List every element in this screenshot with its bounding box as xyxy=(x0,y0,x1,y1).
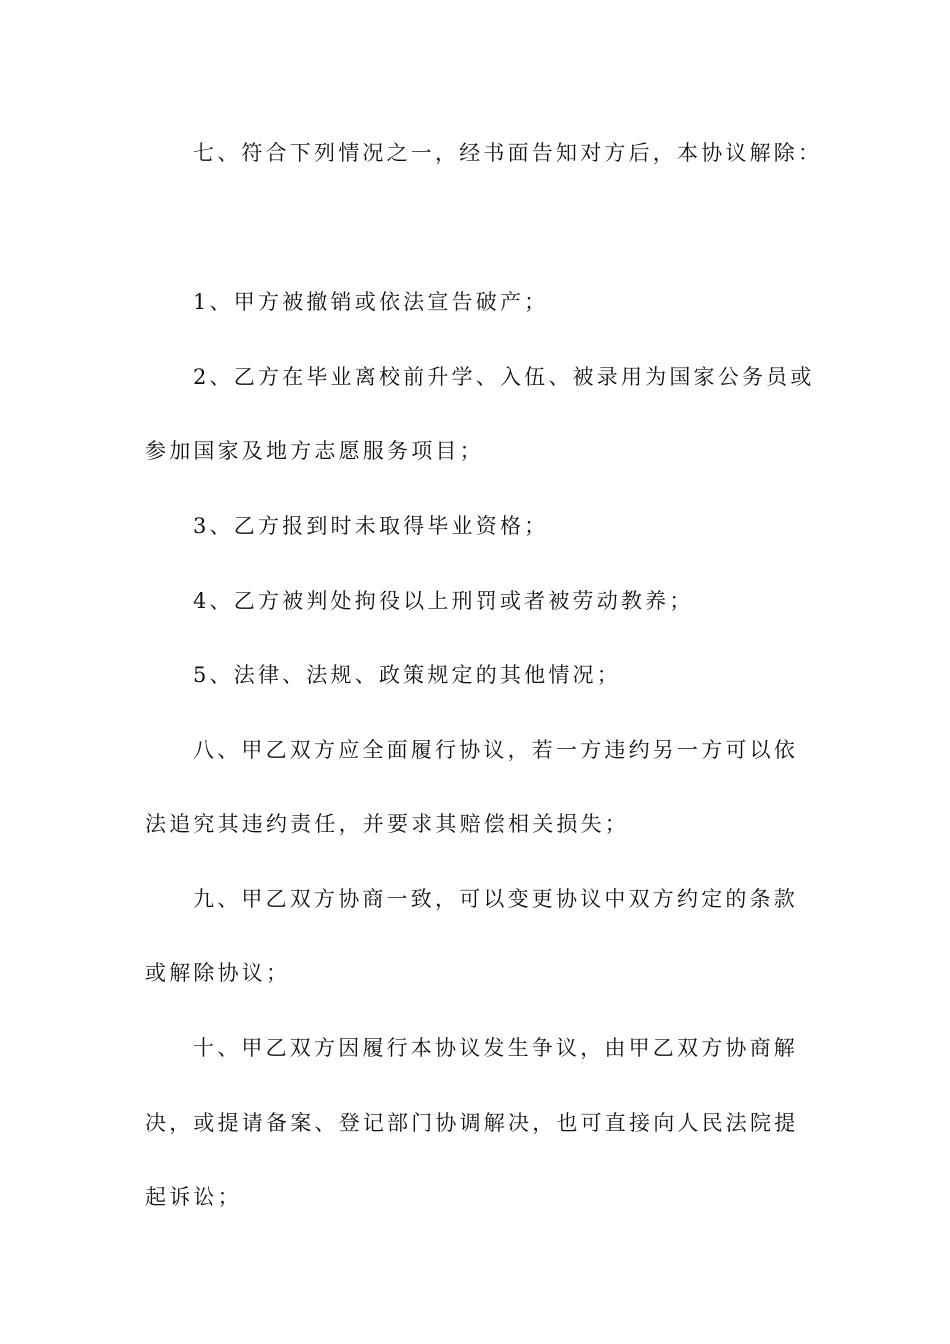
clause-10-line-2: 决，或提请备案、登记部门协调解决，也可直接向人民法院提 xyxy=(145,1111,799,1135)
clause-10-line-3: 起诉讼； xyxy=(145,1185,242,1209)
clause-7-item-5: 5、法律、法规、政策规定的其他情况； xyxy=(193,663,621,687)
clause-7-item-2-line-1: 2、乙方在毕业离校前升学、入伍、被录用为国家公务员或 xyxy=(193,365,815,389)
clause-7-item-1: 1、甲方被撤销或依法宣告破产； xyxy=(193,290,549,314)
clause-8-line-1: 八、甲乙双方应全面履行协议，若一方违约另一方可以依 xyxy=(193,738,798,762)
clause-7-heading: 七、符合下列情况之一，经书面告知对方后，本协议解除： xyxy=(193,141,823,165)
clause-7-item-2-line-2: 参加国家及地方志愿服务项目； xyxy=(145,439,484,463)
clause-9-line-1: 九、甲乙双方协商一致，可以变更协议中双方约定的条款 xyxy=(193,887,798,911)
clause-7-item-3: 3、乙方报到时未取得毕业资格； xyxy=(193,514,549,538)
clause-9-line-2: 或解除协议； xyxy=(145,961,291,985)
clause-7-item-4: 4、乙方被判处拘役以上刑罚或者被劳动教养； xyxy=(193,589,694,613)
clause-8-line-2: 法追究其违约责任，并要求其赔偿相关损失； xyxy=(145,812,629,836)
clause-10-line-1: 十、甲乙双方因履行本协议发生争议，由甲乙双方协商解 xyxy=(193,1036,798,1060)
